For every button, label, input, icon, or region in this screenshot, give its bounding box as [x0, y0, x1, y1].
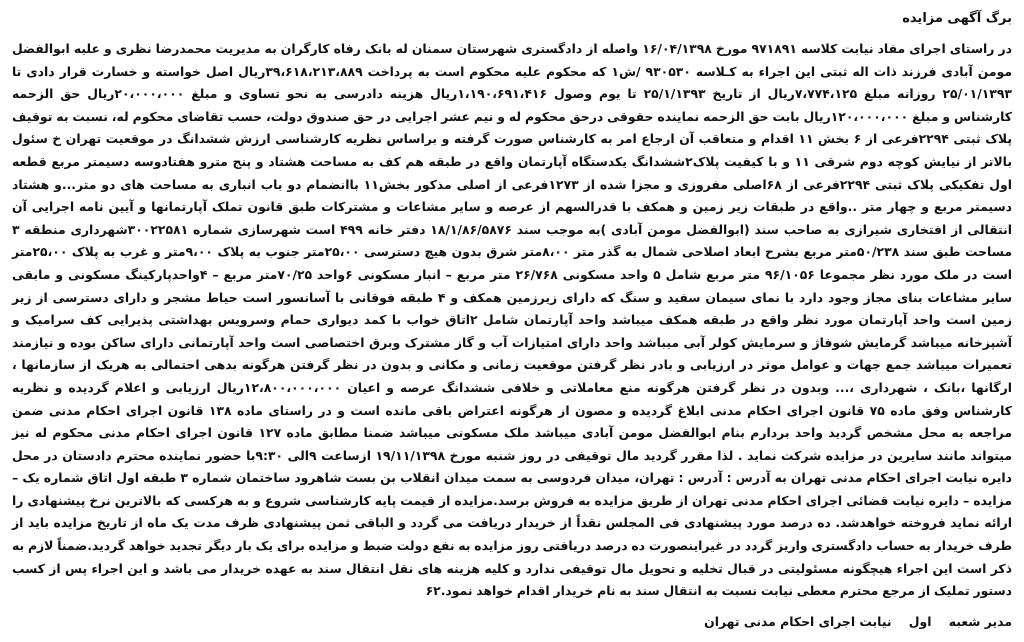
notice-body: در راستای اجرای مفاد نیابت کلاسه ۹۷۱۸۹۱ مورخ ۱۶/۰۴/۱۳۹۸ واصله از دادگستری شهرستان سمنان له بانک رفاه کارگران به مدیریت محمدرضا نظری و علیه ابوالفضل مومن آبادی فرزند ذات اله ثبتی این اجراء به کـلاسه ۹۳۰۵۳۰ /ش۱ که محکوم علیه محکوم است به پرداخت ۳۹،۶۱۸،۲۱۳،۸۸۹ریال اصل خواسته و خسارت قرار دادی تا ۲۵/۰۱/۱۳۹۳ روزانه مبلغ ۷،۷۷۴،۱۲۵ریال از تاریخ ۲۵/۱/۱۳۹۳ تا یوم وصول ۱،۱۹۰،۶۹۱،۴۱۶ریال هزینه دادرسی به نحو تساوی و مبلغ ۲۰،۰۰۰،۰۰۰ریال حق الزحمه کارشناس و مبلغ ۱۲۰،۰۰۰،۰۰۰ریال بابت حق الزحمه نماینده حقوقی درحق محکوم له و نیم عشر اجرایی در حق صندوق دولت، حسب تقاضای محکوم له، نسبت به توقیف پلاک ثبتی ۲۲۹۴فرعی از ۶ بخش ۱۱ اقدام و متعاقب آن ارجاع امر به کارشناس صورت گرفته و براساس نظریه کارشناسی ارزش ششدانگ در موقعیت تهران خ سئول بالاتر از نیایش کوچه دوم شرقی ۱۱ و با کیفیت پلاک۲ششدانگ یکدستگاه آپارتمان واقع در طبقه هم کف به مساحت هشتاد و پنج مترو هفتادوسه دسیمتر مربع قطعه اول تفکیکی پلاک ثبتی ۲۲۹۴فرعی از ۶۸اصلی مفروزی و مجزا شده از ۱۲۷۳فرعی از اصلی مذکور بخش۱۱ باانضمام دو باب انباری به مساحت های دو متر...و هشتاد دسیمتر مربع و چهار متر ..واقع در طبقات زیر زمین و همکف با قدرالسهم از عرصه و سایر مشاعات و مشترکات طبق قانون تملک آپارتمانها و آیین نامه اجرایی آن انتقالی از افتخاری شیرازی به صاحب سند (ابوالفضل مومن آبادی )به موجب سند ۱۸/۱/۸۶/۵۸۷۶ دفتر خانه ۴۹۹ است شهرسازی شماره ۳۰۰۲۲۵۸۱شهرداری منطقه ۳ مساحت طبق سند ۵۰/۲۳۸متر مربع بشرح ابعاد اصلاحی شمال به گذر متر ۸،۰۰متر شرق بدون هیچ دسترسی ۲۵،۰۰متر جنوب به پلاک ۹،۰۰متر و غرب به پلاک ۲۵،۰۰متر است در ملک مورد نظر مجموعا ۹۶/۱۰۵۶ متر مربع شامل ۵ واحد مسکونی ۲۶/۷۶۸ متر مربع – انبار مسکونی ۶واحد ۷۰/۲۵متر مربع – ۴واحدپارکینگ مسکونی و مابقی سایر مشاعات بنای مجاز وجود دارد با نمای سیمان سفید و سنگ که دارای زیرزمین همکف و ۴ طبقه فوقانی با آسانسور است حیاط مشجر و دارای دسترسی از زیر زمین است واحد آپارتمان مورد نظر واقع در طبقه همکف میباشد واحد آپارتمان شامل ۲اتاق خواب با کمد دیواری حمام وسرویس بهداشتی پذیرایی کف سرامیک و آشپزخانه میباشد گرمایش شوفاژ و سرمایش کولر آبی میباشد واحد دارای امتیازات آب و گاز مشترک وبرق اختصاصی است واحد آپارتمانی دارای ساکن بوده و نیازمند تعمیرات میباشد جمع جهات و عوامل موثر در ارزیابی و بادر نظر گرفتن موقعیت زمانی و مکانی و بدون در نظر گرفتن هرگونه بدهی احتمالی به هریک از سازمانها ، ارگانها ،بانک ، شهرداری ،... وبدون در نظر گرفتن هرگونه منع معاملاتی و خلافی ششدانگ عرصه و اعیان ۱۲،۸۰۰،۰۰۰،۰۰۰ریال ارزیابی و اعلام گردیده و نظریه کارشناس وفق ماده ۷۵ قانون اجرای احکام مدنی ابلاغ گردیده و مصون از هرگونه اعتراض باقی مانده است و در راستای ماده ۱۳۸ قانون اجرای احکام مدنی ضمن مراجعه به محل مشخص گردید واحد بردارم بنام ابوالفضل مومن آبادی میباشد ملک مسکونی میباشد ضمنا مطابق ماده ۱۲۷ قانون اجرای احکام مدنی محکوم له نیز میتواند مانند سایرین در مزایده شرکت نماید . لذا مقرر گردید مال توقیفی در روز شنبه مورخ ۱۹/۱۱/۱۳۹۸ ازساعت ۹الی ۹:۳۰با حضور نماینده محترم دادستان در محل دایره نیابت اجرای احکام مدنی تهران به آدرس : آدرس : تهران، میدان فردوسی به سمت میدان انقلاب بن بست شاهرود ساختمان شماره ۳ طبقه اول اتاق شماره یک –مزایده – دایره نیابت قضائی اجرای احکام مدنی تهران از طریق مزایده به فروش برسد.مزایده از قیمت پایه کارشناسی شروع و به هرکسی که بالاترین نرخ پیشنهادی را ارائه نماید فروخته خواهدشد. ده درصد مورد پیشنهادی فی المجلس نقداً از خریدار دریافت می گردد و الباقی ثمن پیشنهادی ظرف مدت یک ماه از تاریخ مزایده باید از طرف خریدار به حساب دادگستری واریز گردد در غیراینصورت ده درصد دریافتی روز مزایده به نفع دولت ضبط و مزایده برای یک بار دیگر تجدید خواهد گردید.ضمناً لازم به ذکر است این اجراء هیچگونه مسئولیتی در قبال تخلیه و تحویل مال توقیفی ندارد و کلیه هزینه های نقل انتقال سند به عهده خریدار می باشد و این اجراء پس از کسب دستور تملیک از مرجع محترم معطی نیابت نسبت به انتقال سند به نام خریدار اقدام خواهد نمود.۶۲ [11, 41, 1013, 599]
notice-signature: مدیر شعبه اول نیابت اجرای احکام مدنی تهران [704, 614, 1012, 629]
notice-title: برگ آگهی مزایده [902, 11, 1012, 26]
